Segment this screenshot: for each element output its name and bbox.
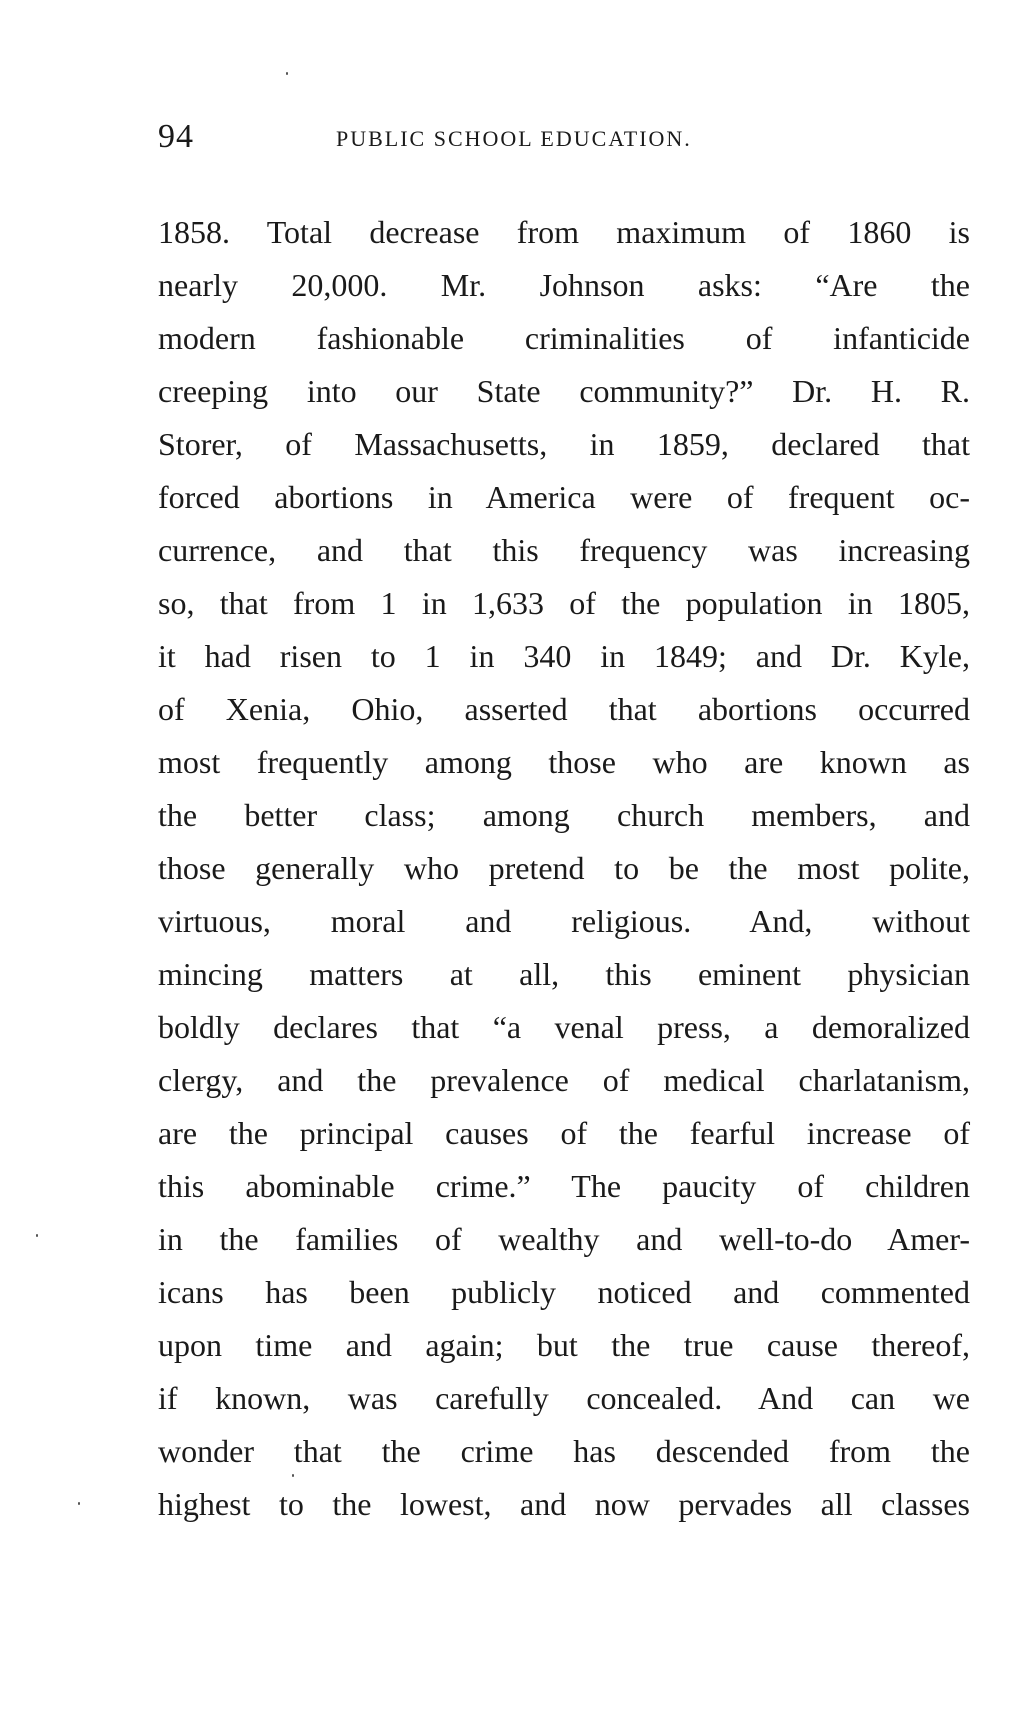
body-text bbox=[158, 206, 970, 1531]
text-line: virtuous, moral and religious. And, without bbox=[158, 903, 970, 939]
ink-speck bbox=[286, 72, 288, 75]
text-line: currence, and that this frequency was increasing bbox=[158, 532, 970, 568]
text-line: mincing matters at all, this eminent physician bbox=[158, 956, 970, 992]
text-line: creeping into our State community?” Dr. H. R. bbox=[158, 373, 970, 409]
text-line: in the families of wealthy and well-to-do Amer- bbox=[158, 1221, 970, 1257]
text-line: nearly 20,000. Mr. Johnson asks: “Are the bbox=[158, 267, 970, 303]
page-header bbox=[158, 118, 958, 162]
text-line: forced abortions in America were of frequent oc- bbox=[158, 479, 970, 515]
running-head: PUBLIC SCHOOL EDUCATION. bbox=[336, 126, 692, 151]
text-line: this abominable crime.” The paucity of children bbox=[158, 1168, 970, 1204]
text-line: boldly declares that “a venal press, a demoralized bbox=[158, 1009, 970, 1045]
text-line: upon time and again; but the true cause thereof, bbox=[158, 1327, 970, 1363]
page-number: 94 bbox=[158, 118, 194, 155]
ink-speck bbox=[36, 1234, 38, 1237]
text-line: wonder that the crime has descended from the bbox=[158, 1433, 970, 1469]
text-line: so, that from 1 in 1,633 of the population in 1805, bbox=[158, 585, 970, 621]
text-line: if known, was carefully concealed. And can we bbox=[158, 1380, 970, 1416]
text-line: of Xenia, Ohio, asserted that abortions occurred bbox=[158, 691, 970, 727]
text-line: clergy, and the prevalence of medical charlatanism, bbox=[158, 1062, 970, 1098]
text-line: the better class; among church members, and bbox=[158, 797, 970, 833]
ink-speck bbox=[78, 1502, 80, 1505]
text-line: those generally who pretend to be the most polite, bbox=[158, 850, 970, 886]
text-line: Storer, of Massachusetts, in 1859, declared that bbox=[158, 426, 970, 462]
text-line: most frequently among those who are known as bbox=[158, 744, 970, 780]
text-line: modern fashionable criminalities of infanticide bbox=[158, 320, 970, 356]
text-line: 1858. Total decrease from maximum of 1860 is bbox=[158, 214, 970, 250]
text-line: are the principal causes of the fearful increase of bbox=[158, 1115, 970, 1151]
text-line: highest to the lowest, and now pervades all classes bbox=[158, 1486, 970, 1522]
text-line: icans has been publicly noticed and commented bbox=[158, 1274, 970, 1310]
text-line: it had risen to 1 in 340 in 1849; and Dr. Kyle, bbox=[158, 638, 970, 674]
